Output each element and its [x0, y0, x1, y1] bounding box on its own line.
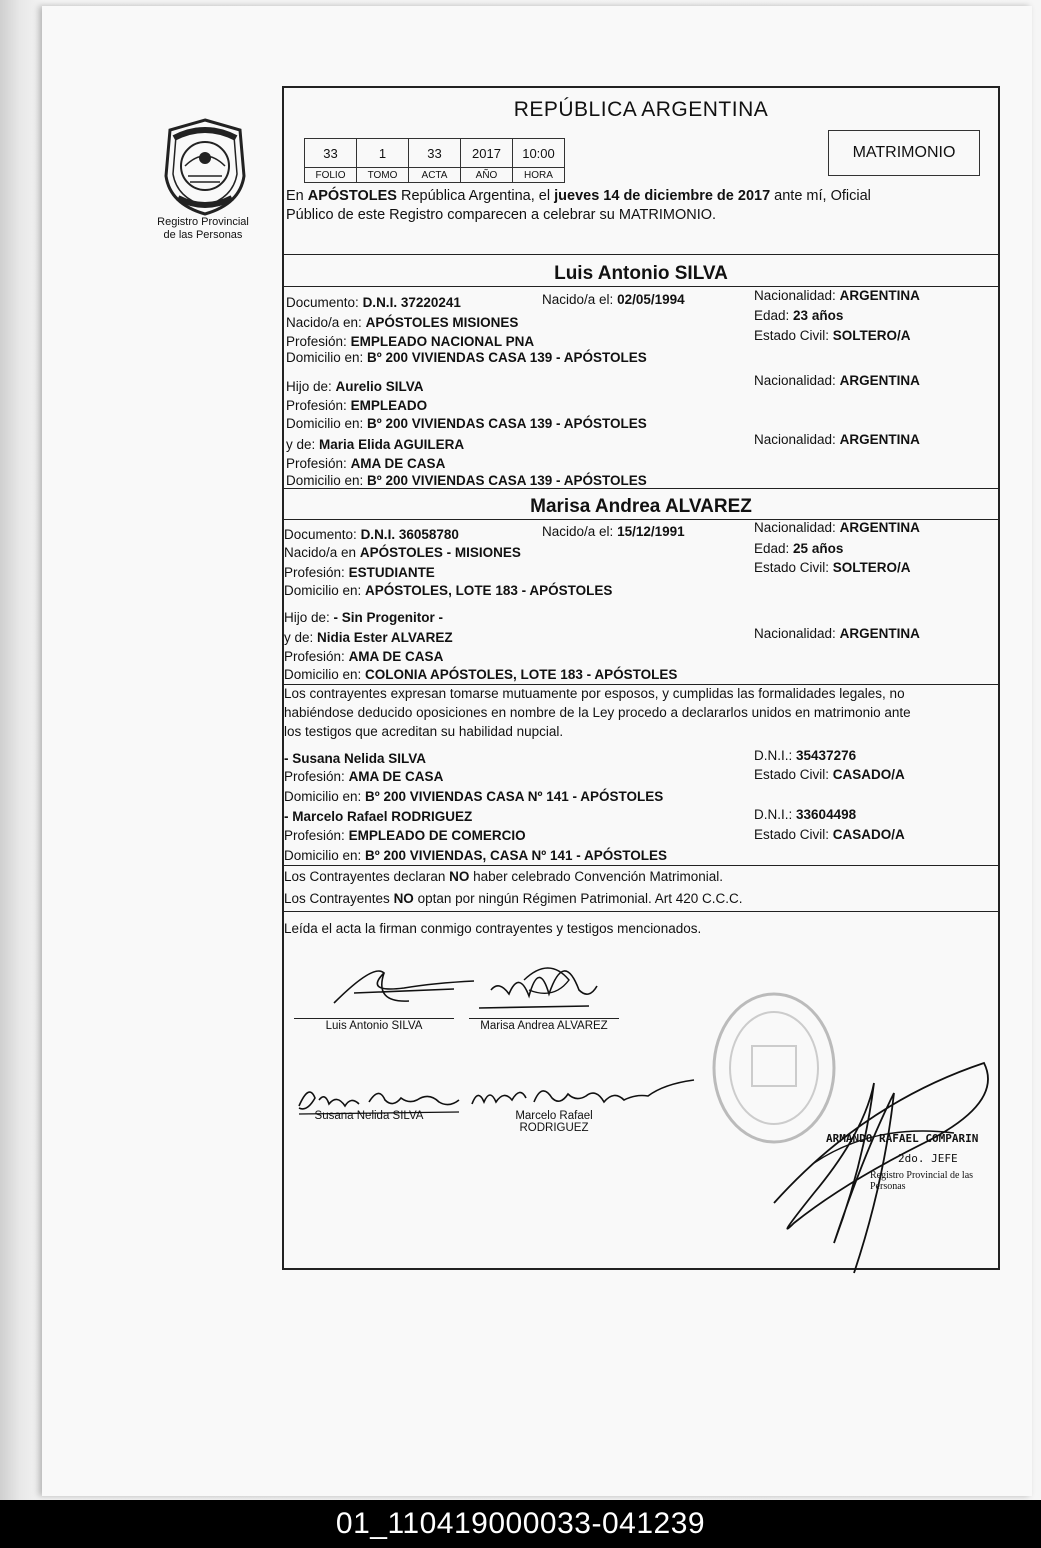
estado-label: Estado Civil:: [754, 827, 830, 842]
spouse2-padre: [284, 610, 443, 625]
domicilio-label: Domicilio en:: [286, 350, 364, 365]
hijo-label: Hijo de:: [284, 610, 330, 625]
profesion-label: Profesión:: [286, 456, 347, 471]
hora-value: 10:00: [513, 139, 565, 168]
spouse2-madre: [284, 630, 453, 645]
divider: [284, 488, 998, 489]
official-name: ARMANDO RAFAEL COMPARIN: [826, 1132, 979, 1145]
witness1-domicilio: [284, 789, 663, 804]
nacionalidad-label: Nacionalidad:: [754, 288, 836, 303]
domicilio-value: Bº 200 VIVIENDAS CASA Nº 141 - APÓSTOLES: [365, 789, 664, 804]
seal-caption: [140, 216, 266, 242]
padre-value: Aurelio SILVA: [335, 379, 424, 394]
documento-value: D.N.I. 36058780: [360, 527, 459, 542]
signature-label-marcelo-line1: Marcelo Rafael: [515, 1110, 593, 1122]
nacido-en-value: APÓSTOLES MISIONES: [365, 315, 519, 330]
profesion-label: Profesión:: [284, 769, 345, 784]
patrimonial-l1-bold: NO: [449, 869, 470, 884]
profesion-label: Profesión:: [284, 649, 345, 664]
edad-value: 23 años: [793, 308, 844, 323]
spouse2-name: Marisa Andrea ALVAREZ: [530, 496, 752, 517]
domicilio-value: Bº 200 VIVIENDAS, CASA Nº 141 - APÓSTOLES: [365, 848, 667, 863]
nacido-en-value: APÓSTOLES - MISIONES: [359, 545, 521, 560]
spouse2-madre-domicilio: [284, 667, 677, 682]
spouse1-madre: [286, 437, 464, 452]
nacido-el-label: Nacido/a el:: [542, 524, 614, 539]
divider: [284, 286, 998, 287]
profesion-label: Profesión:: [284, 828, 345, 843]
witness1-profesion: [284, 769, 443, 784]
nacido-en-label: Nacido/a en:: [286, 315, 362, 330]
patrimonial-l1-post: haber celebrado Convención Matrimonial.: [469, 869, 723, 884]
spouse1-padre: [286, 379, 424, 394]
domicilio-value: Bº 200 VIVIENDAS CASA 139 - APÓSTOLES: [367, 473, 647, 488]
signature-line: [469, 1018, 619, 1019]
profesion-value: AMA DE CASA: [348, 769, 444, 784]
acta-value: 33: [409, 139, 461, 168]
nacionalidad-value: ARGENTINA: [839, 373, 920, 388]
spouse1-profesion: [286, 334, 534, 349]
profesion-value: EMPLEADO: [350, 398, 428, 413]
nacionalidad-label: Nacionalidad:: [754, 520, 836, 535]
domicilio-value: Bº 200 VIVIENDAS CASA 139 - APÓSTOLES: [367, 350, 647, 365]
spouse1-edad: [754, 308, 843, 323]
intro-post: ante mí, Oficial: [770, 188, 871, 204]
spouse1-nacionalidad: [754, 288, 920, 303]
intro-line1: [286, 188, 871, 204]
seal-caption-line2: de las Personas: [163, 229, 243, 241]
spouse1-name: Luis Antonio SILVA: [554, 263, 728, 284]
profesion-value: ESTUDIANTE: [348, 565, 435, 580]
nacionalidad-value: ARGENTINA: [839, 626, 920, 641]
witness2-domicilio: [284, 848, 667, 863]
divider: [284, 254, 998, 255]
profesion-value: EMPLEADO DE COMERCIO: [348, 828, 526, 843]
spouse1-documento: [286, 295, 461, 310]
witness2-name: [284, 809, 472, 824]
spouse2-edad: [754, 541, 843, 556]
dni-value: 35437276: [796, 748, 857, 763]
nacionalidad-value: ARGENTINA: [839, 520, 920, 535]
nacido-en-label: Nacido/a en: [284, 545, 357, 560]
nacionalidad-value: ARGENTINA: [839, 288, 920, 303]
dni-label: D.N.I.:: [754, 807, 793, 822]
documento-label: Documento:: [286, 295, 359, 310]
profesion-label: Profesión:: [286, 398, 347, 413]
signature-label-marcelo: [494, 1110, 614, 1134]
padre-value: - Sin Progenitor -: [333, 610, 444, 625]
profesion-value: EMPLEADO NACIONAL PNA: [350, 334, 535, 349]
madre-value: Nidia Ester ALVAREZ: [317, 630, 453, 645]
spouse2-nacido-el: [542, 524, 685, 539]
edad-label: Edad:: [754, 308, 790, 323]
spouse1-padre-profesion: [286, 398, 427, 413]
witness2-dni: [754, 807, 856, 822]
spouse1-padre-nacionalidad: [754, 373, 920, 388]
estado-value: SOLTERO/A: [832, 328, 911, 343]
tomo-label: TOMO: [357, 168, 409, 183]
signature-official-icon: [754, 1043, 994, 1283]
record-type-box: MATRIMONIO: [828, 130, 980, 176]
nacionalidad-value: ARGENTINA: [839, 432, 920, 447]
documento-label: Documento:: [284, 527, 357, 542]
madre-value: Maria Elida AGUILERA: [319, 437, 465, 452]
estado-value: CASADO/A: [832, 827, 905, 842]
signature-label-marisa: Marisa Andrea ALVAREZ: [480, 1020, 608, 1032]
nacionalidad-label: Nacionalidad:: [754, 373, 836, 388]
spouse1-estado-civil: [754, 328, 911, 343]
estado-label: Estado Civil:: [754, 767, 830, 782]
witness1-name: [284, 751, 426, 766]
dni-value: 33604498: [796, 807, 857, 822]
patrimonial-l1-pre: Los Contrayentes declaran: [284, 869, 450, 884]
estado-value: CASADO/A: [832, 767, 905, 782]
patrimonial-l2-bold: NO: [393, 891, 414, 906]
tomo-value: 1: [357, 139, 409, 168]
hijo-label: Hijo de:: [286, 379, 332, 394]
domicilio-label: Domicilio en:: [286, 473, 364, 488]
spouse1-padre-domicilio: [286, 416, 647, 431]
patrimonial-l2-pre: Los Contrayentes: [284, 891, 394, 906]
marriage-certificate: [282, 86, 1000, 1270]
documento-value: D.N.I. 37220241: [362, 295, 461, 310]
divider: [284, 911, 998, 912]
official-org: Registro Provincial de las Personas: [870, 1170, 974, 1192]
spouse2-nacionalidad: [754, 520, 920, 535]
spouse2-madre-profesion: [284, 649, 443, 664]
hora-label: HORA: [513, 168, 565, 183]
spouse1-nacido-el: [542, 292, 685, 307]
spouse1-domicilio: [286, 350, 647, 365]
acta-label: ACTA: [409, 168, 461, 183]
estado-label: Estado Civil:: [754, 328, 830, 343]
closing-text: Leída el acta la firman conmigo contrayentes y testigos mencionados.: [284, 921, 702, 936]
nacionalidad-label: Nacionalidad:: [754, 432, 836, 447]
anio-label: AÑO: [461, 168, 513, 183]
intro-city: APÓSTOLES: [307, 188, 397, 204]
declaration-line3: los testigos que acreditan su habilidad nupcial.: [284, 724, 564, 739]
divider: [284, 684, 998, 685]
domicilio-label: Domicilio en:: [284, 667, 362, 682]
profesion-label: Profesión:: [284, 565, 345, 580]
signature-marisa-icon: [469, 950, 609, 1020]
divider: [284, 865, 998, 866]
spouse2-domicilio: [284, 583, 612, 598]
spouse2-nacido-en: [284, 545, 521, 560]
official-title: 2do. JEFE: [898, 1152, 958, 1165]
witness1-estado: [754, 767, 905, 782]
profesion-value: AMA DE CASA: [348, 649, 444, 664]
spouse2-estado-civil: [754, 560, 911, 575]
domicilio-label: Domicilio en:: [286, 416, 364, 431]
declaration-line1: Los contrayentes expresan tomarse mutuamente por esposos, y cumplidas las formalidades legales, no: [284, 686, 905, 701]
intro-mid: República Argentina, el: [396, 188, 555, 204]
patrimonial-line2: [284, 891, 743, 906]
yde-label: y de:: [286, 437, 316, 452]
domicilio-label: Domicilio en:: [284, 789, 362, 804]
edad-value: 25 años: [793, 541, 844, 556]
witness1-name-value: - Susana Nelida SILVA: [284, 751, 427, 766]
signature-label-luis: Luis Antonio SILVA: [325, 1020, 423, 1032]
patrimonial-l2-post: optan por ningún Régimen Patrimonial. Art 420 C.C.C.: [413, 891, 743, 906]
witness2-estado: [754, 827, 905, 842]
witness1-dni: [754, 748, 856, 763]
spouse2-madre-nacionalidad: [754, 626, 920, 641]
spouse1-madre-profesion: [286, 456, 445, 471]
profesion-label: Profesión:: [286, 334, 347, 349]
spouse1-nacido-en: [286, 315, 518, 330]
signature-luis-icon: [314, 963, 484, 1019]
signature-label-susana: Susana Nelida SILVA: [314, 1110, 424, 1122]
spouse2-documento: [284, 527, 459, 542]
signature-line: [294, 1018, 454, 1019]
folio-label: FOLIO: [305, 168, 357, 183]
edad-label: Edad:: [754, 541, 790, 556]
witness2-name-value: - Marcelo Rafael RODRIGUEZ: [284, 809, 473, 824]
dni-label: D.N.I.:: [754, 748, 793, 763]
yde-label: y de:: [284, 630, 314, 645]
spouse2-profesion: [284, 565, 435, 580]
domicilio-label: Domicilio en:: [284, 583, 362, 598]
spouse1-madre-nacionalidad: [754, 432, 920, 447]
intro-line2: Público de este Registro comparecen a celebrar su MATRIMONIO.: [286, 207, 717, 223]
folio-value: 33: [305, 139, 357, 168]
domicilio-value: APÓSTOLES, LOTE 183 - APÓSTOLES: [365, 583, 613, 598]
intro-pre: En: [286, 188, 308, 204]
profesion-value: AMA DE CASA: [350, 456, 446, 471]
registry-table: [304, 138, 565, 183]
domicilio-value: COLONIA APÓSTOLES, LOTE 183 - APÓSTOLES: [365, 667, 678, 682]
page-title: REPÚBLICA ARGENTINA: [513, 98, 769, 121]
nacionalidad-label: Nacionalidad:: [754, 626, 836, 641]
patrimonial-line1: [284, 869, 723, 884]
signature-label-marcelo-line2: RODRIGUEZ: [519, 1122, 589, 1134]
intro-date: jueves 14 de diciembre de 2017: [554, 188, 771, 204]
nacido-el-label: Nacido/a el:: [542, 292, 614, 307]
domicilio-value: Bº 200 VIVIENDAS CASA 139 - APÓSTOLES: [367, 416, 647, 431]
provincial-seal-icon: [160, 116, 250, 216]
declaration-line2: habiéndose deducido oposiciones en nombre de la Ley procedo a declararlos unidos en matrimonio ante: [284, 705, 911, 720]
nacido-el-value: 15/12/1991: [617, 524, 685, 539]
footer-code: 01_110419000033-041239: [0, 1500, 1041, 1548]
domicilio-label: Domicilio en:: [284, 848, 362, 863]
estado-value: SOLTERO/A: [832, 560, 911, 575]
anio-value: 2017: [461, 139, 513, 168]
witness2-profesion: [284, 828, 526, 843]
seal-caption-line1: Registro Provincial: [157, 216, 249, 228]
nacido-el-value: 02/05/1994: [617, 292, 685, 307]
spouse1-madre-domicilio: [286, 473, 647, 488]
estado-label: Estado Civil:: [754, 560, 830, 575]
